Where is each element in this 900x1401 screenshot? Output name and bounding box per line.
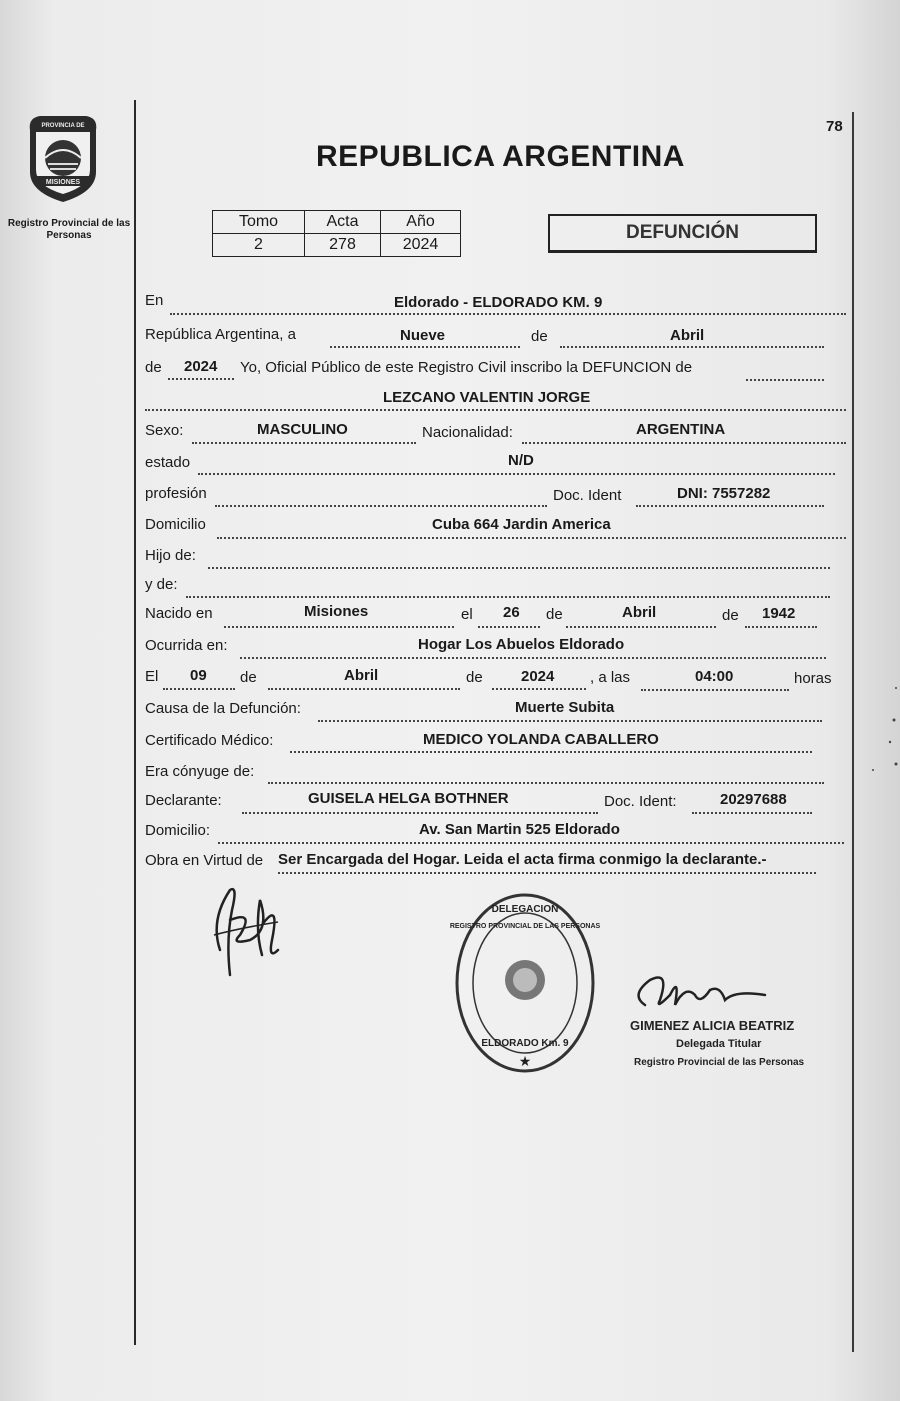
- dotted-line: [217, 537, 846, 539]
- nacido-label: Nacido en: [145, 605, 213, 622]
- profesion-label: profesión: [145, 485, 207, 502]
- dotted-line: [170, 313, 846, 315]
- anio-value: 2024: [381, 234, 461, 257]
- registro-label: Registro Provincial de las Personas: [7, 218, 131, 241]
- official-name: GIMENEZ ALICIA BEATRIZ: [630, 1018, 795, 1033]
- dotted-line: [215, 505, 547, 507]
- dotted-line: [278, 872, 816, 874]
- republica-label: República Argentina, a: [145, 326, 296, 343]
- yde-label: y de:: [145, 576, 178, 593]
- dotted-line: [492, 688, 586, 690]
- dotted-line: [478, 626, 540, 628]
- dotted-line: [145, 409, 846, 411]
- nac-de-label: de: [546, 606, 563, 623]
- de2-label: de: [145, 359, 162, 376]
- tomo-header: Tomo: [213, 211, 305, 234]
- oficial-text: Yo, Oficial Público de este Registro Civil inscribo la DEFUNCION de: [240, 359, 693, 376]
- dotted-line: [268, 782, 824, 784]
- dotted-line: [240, 657, 826, 659]
- svg-text:ELDORADO Km. 9: ELDORADO Km. 9: [481, 1038, 569, 1049]
- dotted-line: [192, 442, 416, 444]
- el2-label: El: [145, 668, 159, 685]
- dotted-line: [746, 379, 824, 381]
- ocurrida-label: Ocurrida en:: [145, 637, 228, 654]
- alas-label: , a las: [590, 669, 631, 686]
- def-mes-value: Abril: [344, 667, 379, 684]
- nac-dia-value: 26: [503, 604, 520, 621]
- anio-inscripcion: 2024: [184, 358, 218, 375]
- el-label: el: [461, 606, 473, 623]
- page-number: 78: [826, 118, 843, 135]
- acta-header: Acta: [305, 211, 381, 234]
- causa-label: Causa de la Defunción:: [145, 700, 301, 717]
- doc-ident-value: DNI: 7557282: [677, 485, 771, 502]
- doc-ident2-label: Doc. Ident:: [604, 793, 677, 810]
- dotted-line: [242, 812, 598, 814]
- tomo-value: 2: [213, 234, 305, 257]
- domicilio-value: Cuba 664 Jardin America: [432, 516, 611, 533]
- nombre-value: LEZCANO VALENTIN JORGE: [383, 389, 591, 406]
- doc-ident-label: Doc. Ident: [553, 487, 622, 504]
- def-dia-value: 09: [190, 667, 207, 684]
- domicilio2-value: Av. San Martin 525 Eldorado: [419, 821, 620, 838]
- dotted-line: [224, 626, 454, 628]
- causa-value: Muerte Subita: [515, 699, 615, 716]
- dotted-line: [522, 442, 846, 444]
- horas-label: horas: [794, 670, 832, 687]
- domicilio-label: Domicilio: [145, 516, 206, 533]
- hijo-label: Hijo de:: [145, 547, 196, 564]
- dotted-line: [330, 346, 520, 348]
- acta-table: [212, 210, 461, 257]
- dotted-line: [560, 346, 824, 348]
- svg-text:DELEGACION: DELEGACION: [491, 904, 559, 915]
- def-anio-value: 2024: [521, 668, 555, 685]
- dotted-line: [745, 626, 817, 628]
- misiones-shield-icon: [22, 112, 104, 204]
- acta-value: 278: [305, 234, 381, 257]
- mes-value: Abril: [670, 327, 705, 344]
- dotted-line: [198, 473, 835, 475]
- dotted-line: [168, 378, 234, 380]
- ocurrida-value: Hogar Los Abuelos Eldorado: [418, 636, 625, 653]
- declarante-signature: [200, 880, 290, 980]
- declarante-value: GUISELA HELGA BOTHNER: [308, 790, 509, 807]
- anio-header: Año: [381, 211, 461, 234]
- dotted-line: [692, 812, 812, 814]
- margin-line-right: [852, 112, 854, 1352]
- svg-text:★: ★: [518, 1054, 532, 1070]
- nacionalidad-label: Nacionalidad:: [422, 424, 513, 441]
- doc-ident2-value: 20297688: [720, 791, 787, 808]
- dotted-line: [186, 596, 830, 598]
- nac-anio-value: 1942: [762, 605, 796, 622]
- dotted-line: [163, 688, 235, 690]
- registry-seal: [450, 888, 600, 1078]
- dotted-line: [290, 751, 812, 753]
- def-de-label: de: [240, 669, 257, 686]
- dotted-line: [641, 689, 789, 691]
- domicilio2-label: Domicilio:: [145, 822, 211, 839]
- dotted-line: [566, 626, 716, 628]
- svg-text:REGISTRO PROVINCIAL DE LAS PER: REGISTRO PROVINCIAL DE LAS PERSONAS: [450, 923, 600, 930]
- page-title: REPUBLICA ARGENTINA: [316, 140, 685, 173]
- sexo-value: MASCULINO: [257, 421, 348, 438]
- en-label: En: [145, 292, 164, 309]
- nac-de2-label: de: [722, 607, 739, 624]
- nacionalidad-value: ARGENTINA: [636, 421, 726, 438]
- nacido-value: Misiones: [304, 603, 369, 620]
- dotted-line: [218, 842, 844, 844]
- estado-value: N/D: [508, 452, 534, 469]
- obra-label: Obra en Virtud de: [145, 852, 264, 869]
- official-signature: [625, 965, 775, 1020]
- def-de2-label: de: [466, 669, 483, 686]
- dotted-line: [268, 688, 460, 690]
- conyuge-label: Era cónyuge de:: [145, 763, 255, 780]
- certificado-value: MEDICO YOLANDA CABALLERO: [423, 731, 659, 748]
- official-office: Registro Provincial de las Personas: [634, 1057, 805, 1068]
- official-role: Delegada Titular: [676, 1038, 762, 1050]
- svg-text:MISIONES: MISIONES: [45, 179, 81, 186]
- dotted-line: [208, 567, 830, 569]
- sexo-label: Sexo:: [145, 422, 184, 439]
- dotted-line: [318, 720, 822, 722]
- hora-value: 04:00: [695, 668, 734, 685]
- margin-line-left: [134, 100, 136, 1345]
- certificado-label: Certificado Médico:: [145, 732, 274, 749]
- obra-value: Ser Encargada del Hogar. Leida el acta firma conmigo la declarante.-: [278, 851, 767, 868]
- paper-marks: [868, 680, 898, 780]
- nac-mes-value: Abril: [622, 604, 657, 621]
- declarante-label: Declarante:: [145, 792, 222, 809]
- svg-text:PROVINCIA DE: PROVINCIA DE: [41, 123, 85, 129]
- dia-value: Nueve: [400, 327, 446, 344]
- estado-label: estado: [145, 454, 191, 471]
- de-label: de: [531, 328, 548, 345]
- dotted-line: [636, 505, 824, 507]
- en-value: Eldorado - ELDORADO KM. 9: [394, 294, 603, 311]
- document-type-box: DEFUNCIÓN: [548, 214, 817, 253]
